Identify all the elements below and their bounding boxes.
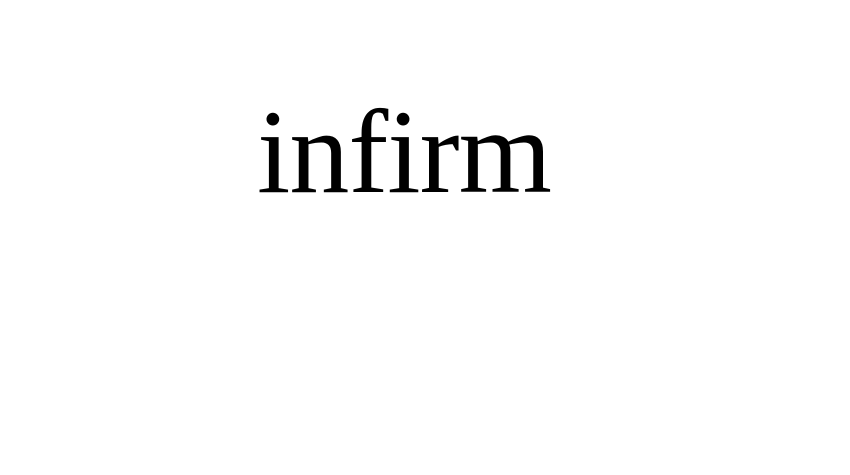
displayed-word: infirm: [257, 85, 551, 218]
